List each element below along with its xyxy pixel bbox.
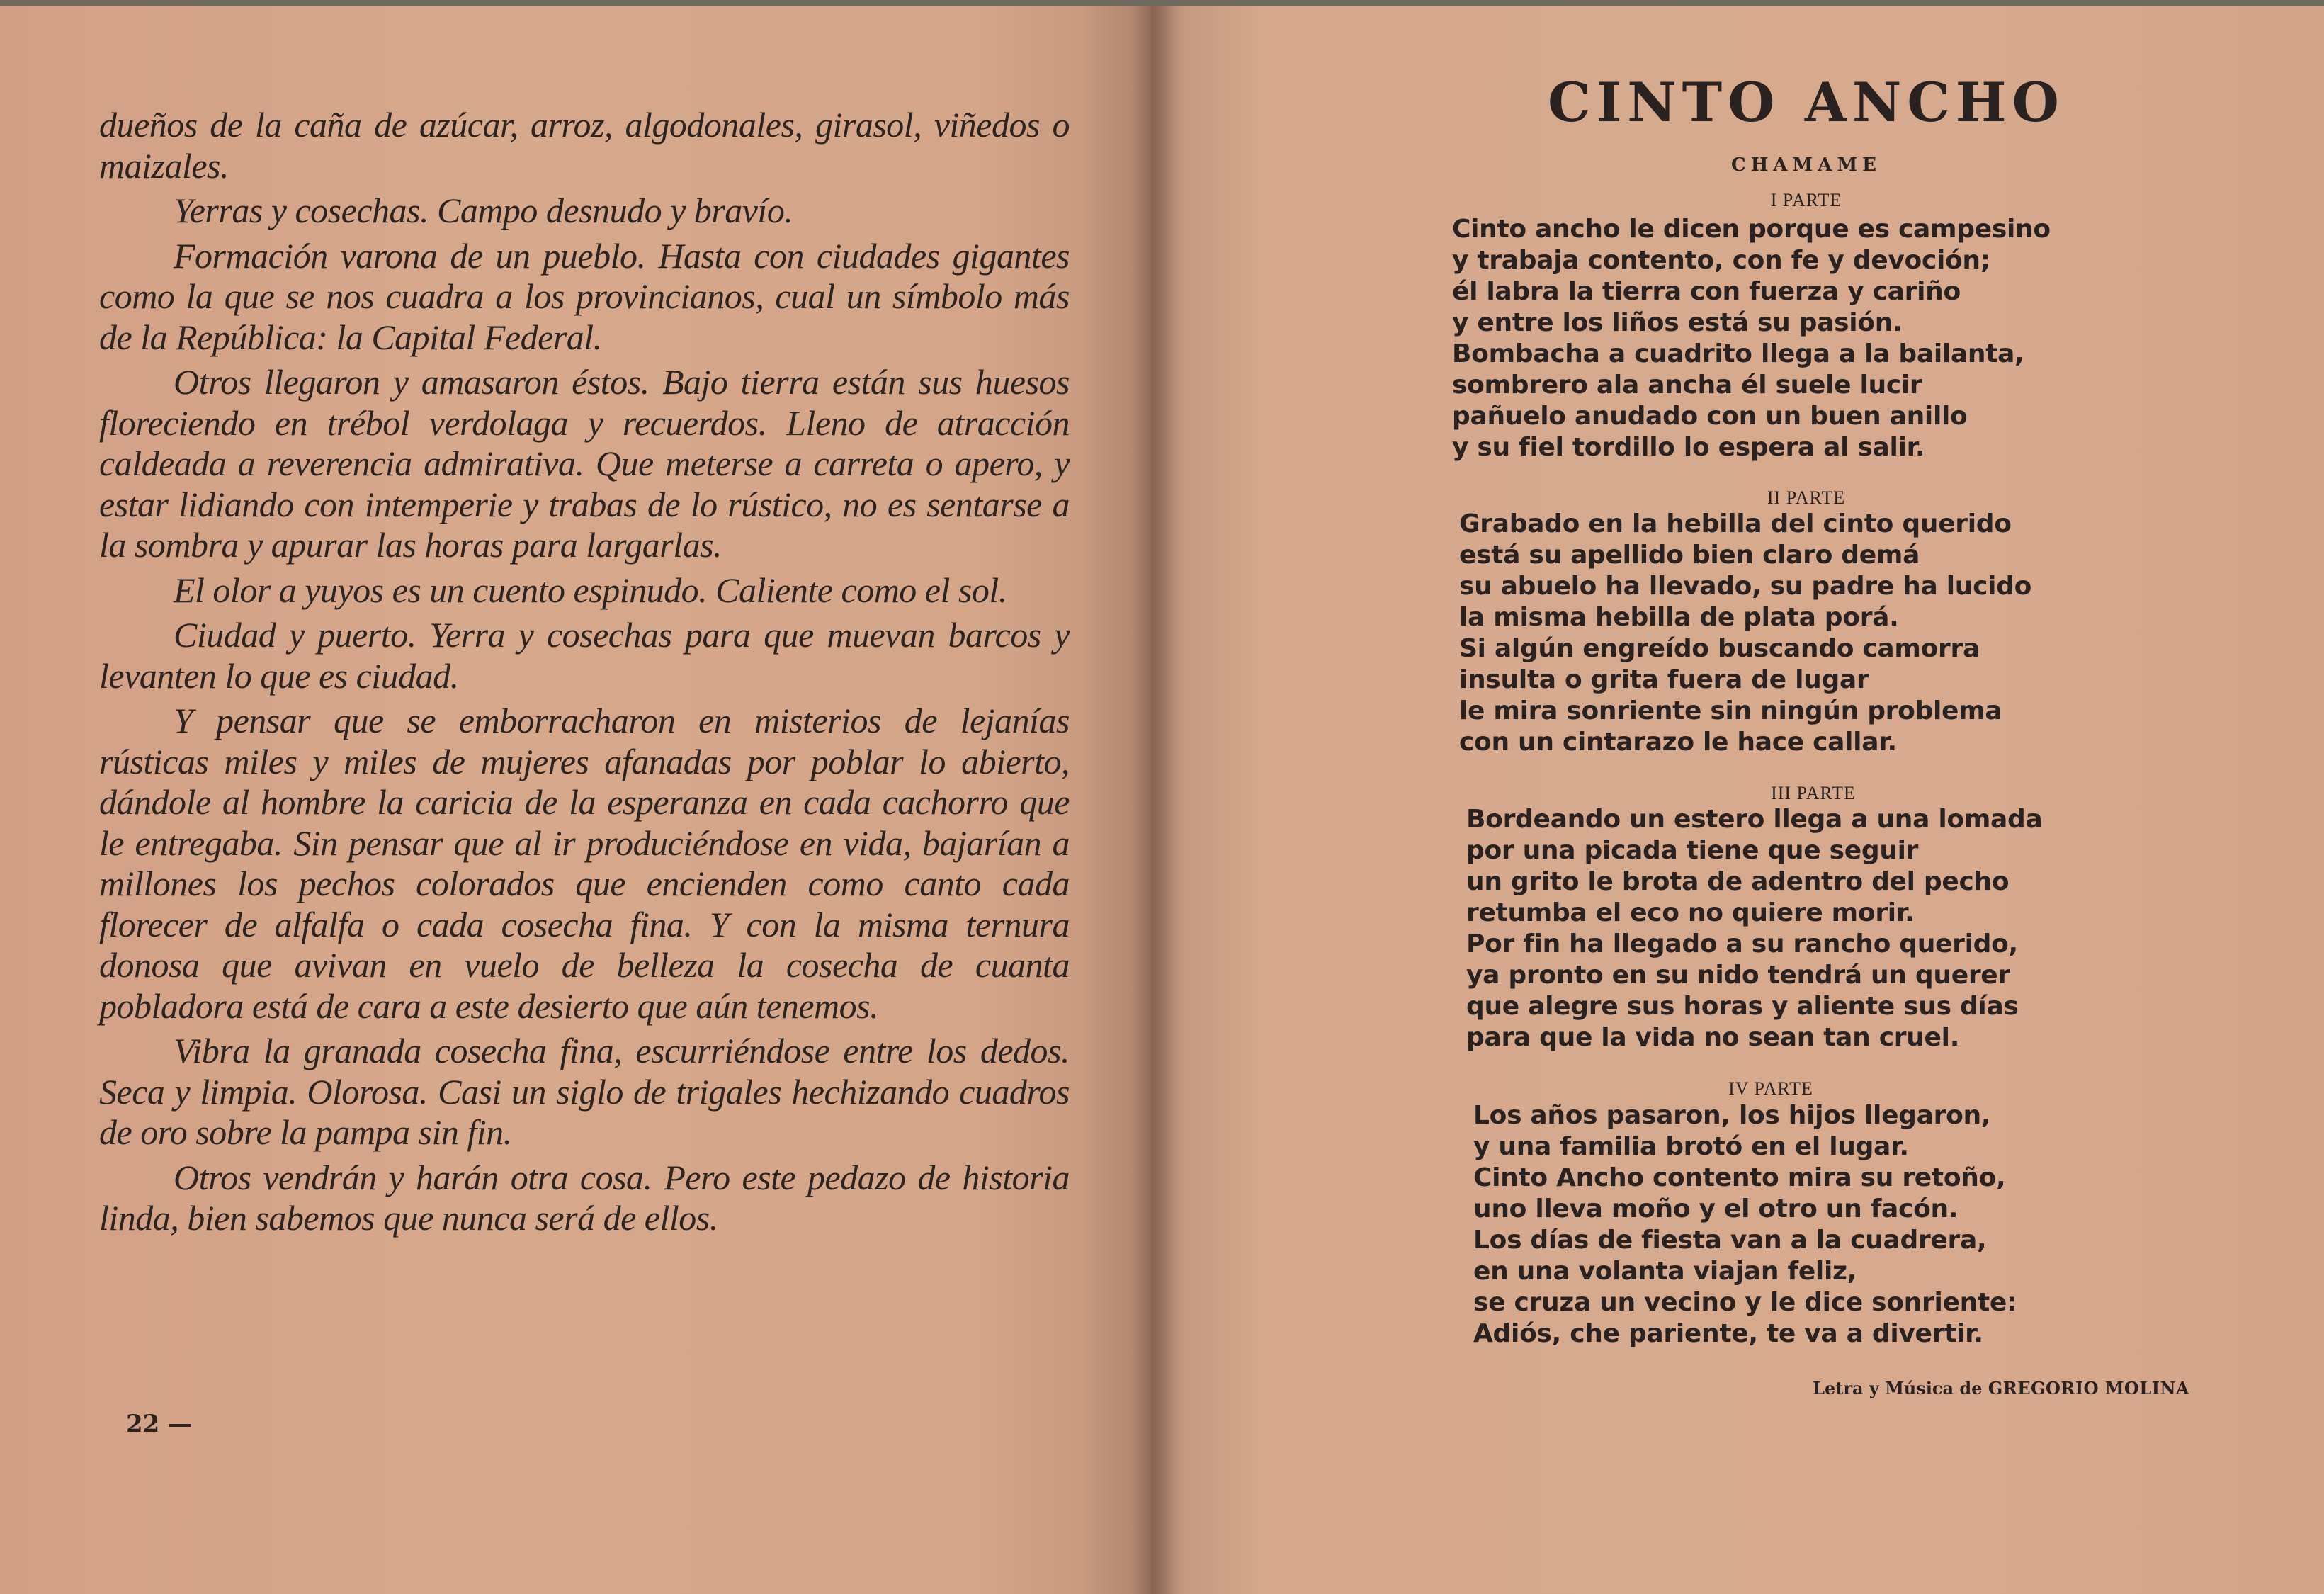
part-label: I PARTE xyxy=(1770,190,1842,210)
page-number: 22 — xyxy=(126,1410,193,1438)
verse-line: Bordeando un estero llega a una lomada xyxy=(1466,805,2043,834)
paragraph: Ciudad y puerto. Yerra y cosechas para que muevan barcos y levanten lo que es ciudad. xyxy=(99,615,1070,696)
verse-line: Grabado en la hebilla del cinto querido xyxy=(1459,509,2012,538)
credit-prefix: Letra y Música de xyxy=(1813,1378,1983,1398)
verse-line: y su fiel tordillo lo espera al salir. xyxy=(1452,433,1925,462)
verse-line: con un cintarazo le hace callar. xyxy=(1459,728,1897,757)
verse-line: por una picada tiene que seguir xyxy=(1466,836,1919,865)
credit-author: GREGORIO MOLINA xyxy=(1988,1378,2189,1398)
paragraph: Otros llegaron y amasaron éstos. Bajo tierra están sus huesos floreciendo en trébol verdolaga y recuerdos. Lleno de atracción caldeada a reverencia admirativa. Que meterse a carreta o apero, y estar lidiando con intemperie y trabas de lo rústico, no es sentarse a la sombra y apurar las horas para largarlas. xyxy=(99,362,1070,565)
paragraph: Yerras y cosechas. Campo desnudo y bravío. xyxy=(174,191,793,230)
verse-line: Por fin ha llegado a su rancho querido, xyxy=(1466,929,2018,959)
paragraph: El olor a yuyos es un cuento espinudo. Caliente como el sol. xyxy=(174,570,1007,610)
paragraph: dueños de la caña de azúcar, arroz, algodonales, girasol, viñedos o maizales. xyxy=(99,105,1070,186)
verse-line: Bombacha a cuadrito llega a la bailanta, xyxy=(1452,339,2024,368)
verse-part-3 xyxy=(1466,804,2043,1053)
song-genre: CHAMAME xyxy=(1731,154,1881,176)
book-spine-gutter xyxy=(1133,6,1176,1594)
verse-line: para que la vida no sean tan cruel. xyxy=(1466,1023,1960,1052)
verse-line: uno lleva moño y el otro un facón. xyxy=(1473,1194,1959,1223)
left-page-prose xyxy=(99,105,1070,1243)
song-title: CINTO ANCHO xyxy=(1548,71,2065,134)
part-label: III PARTE xyxy=(1771,783,1856,803)
verse-line: y entre los liños está su pasión. xyxy=(1452,308,1903,337)
verse-line: Los días de fiesta van a la cuadrera, xyxy=(1473,1226,1987,1255)
verse-line: insulta o grita fuera de lugar xyxy=(1459,665,1869,694)
verse-line: ya pronto en su nido tendrá un querer xyxy=(1466,961,2010,990)
part-label: IV PARTE xyxy=(1728,1078,1813,1099)
verse-part-2 xyxy=(1459,509,2031,758)
verse-line: Cinto Ancho contento mira su retoño, xyxy=(1473,1163,2006,1192)
verse-line: en una volanta viajan feliz, xyxy=(1473,1257,1857,1286)
verse-line: sombrero ala ancha él suele lucir xyxy=(1452,371,1922,400)
verse-line: se cruza un vecino y le dice sonriente: xyxy=(1473,1288,2017,1317)
song-credit xyxy=(1813,1378,2189,1398)
verse-line: él labra la tierra con fuerza y cariño xyxy=(1452,277,1961,306)
verse-line: pañuelo anudado con un buen anillo xyxy=(1452,402,1968,431)
verse-line: Cinto ancho le dicen porque es campesino xyxy=(1452,215,2051,244)
verse-line: un grito le brota de adentro del pecho xyxy=(1466,867,2010,896)
verse-part-1 xyxy=(1452,214,2051,463)
scan-top-edge xyxy=(0,0,2324,6)
verse-line: y trabaja contento, con fe y devoción; xyxy=(1452,246,1990,275)
verse-line: Adiós, che pariente, te va a divertir. xyxy=(1473,1319,1983,1348)
verse-line: que alegre sus horas y aliente sus días xyxy=(1466,992,2019,1021)
paragraph: Formación varona de un pueblo. Hasta con ciudades gigantes como la que se nos cuadra a los provincianos, cual un símbolo más de la República: la Capital Federal. xyxy=(99,235,1070,357)
verse-line: su abuelo ha llevado, su padre ha lucido xyxy=(1459,572,2032,601)
paragraph: Otros vendrán y harán otra cosa. Pero este pedazo de historia linda, bien sabemos que nunca será de ellos. xyxy=(99,1157,1070,1238)
verse-line: está su apellido bien claro demá xyxy=(1459,541,1920,570)
paragraph: Vibra la granada cosecha fina, escurriéndose entre los dedos. Seca y limpia. Olorosa. Casi un siglo de trigales hechizando cuadros de oro sobre la pampa sin fin. xyxy=(99,1031,1070,1152)
verse-line: Si algún engreído buscando camorra xyxy=(1459,634,1980,663)
verse-line: y una familia brotó en el lugar. xyxy=(1473,1132,1909,1161)
verse-line: Los años pasaron, los hijos llegaron, xyxy=(1473,1101,1991,1130)
verse-line: la misma hebilla de plata porá. xyxy=(1459,603,1899,632)
verse-line: retumba el eco no quiere morir. xyxy=(1466,898,1915,927)
part-label: II PARTE xyxy=(1767,487,1846,508)
verse-line: le mira sonriente sin ningún problema xyxy=(1459,696,2002,725)
paragraph: Y pensar que se emborracharon en misterios de lejanías rústicas miles y miles de mujeres afanadas por poblar lo abierto, dándole al hombre la caricia de la esperanza en cada cachorro que le entregaba. Sin pensar que al ir produciéndose en vida, bajarían a millones los pechos colorados que encienden como canto cada florecer de alfalfa o cada cosecha fina. Y con la misma ternura donosa que avivan en vuelo de belleza la cosecha de cuanta pobladora está de cara a este desierto que aún tenemos. xyxy=(99,701,1070,1026)
verse-part-4 xyxy=(1473,1100,2017,1350)
